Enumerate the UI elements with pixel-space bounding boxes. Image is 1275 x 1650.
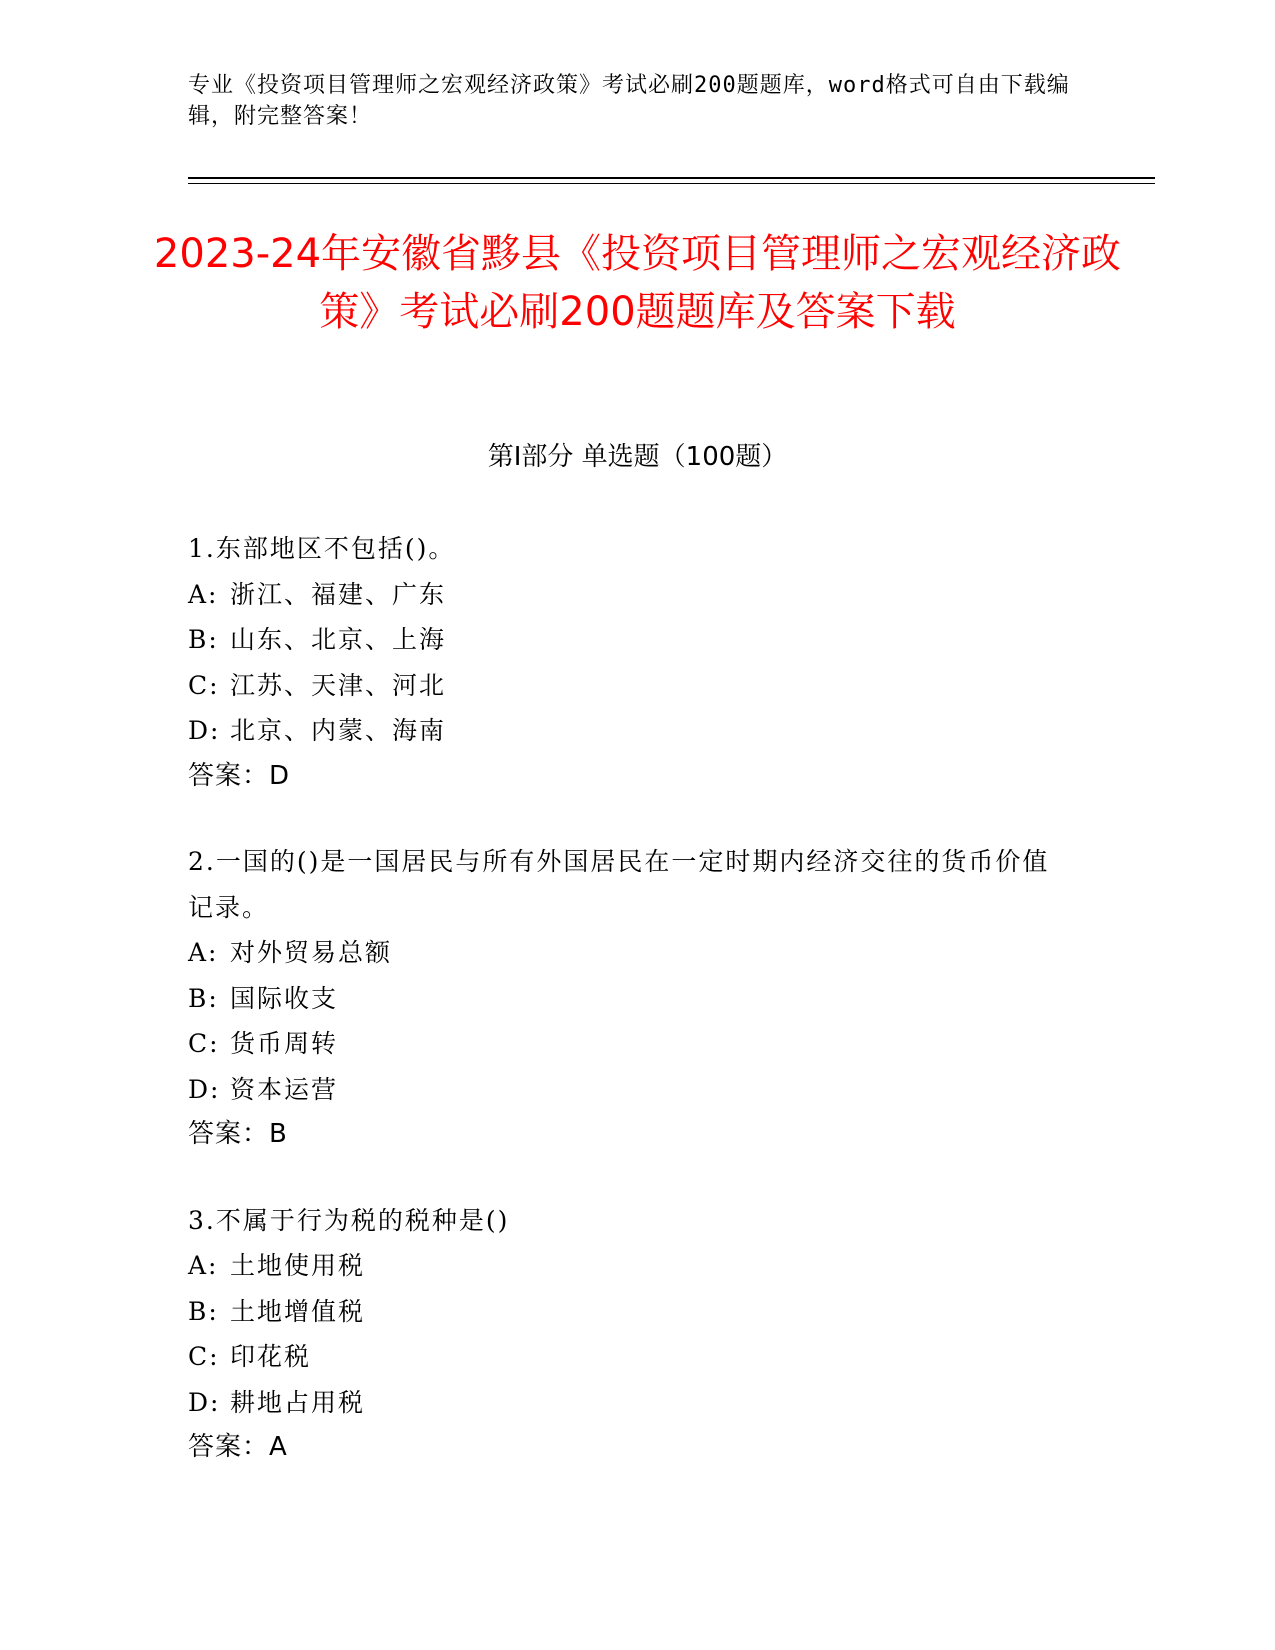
option-key: A: bbox=[188, 579, 219, 609]
option-text: 印花税 bbox=[230, 1342, 312, 1371]
option-text: 国际收支 bbox=[230, 983, 339, 1013]
question-1 bbox=[188, 526, 1068, 799]
option-key: C: bbox=[188, 1029, 220, 1058]
option-a bbox=[188, 930, 1068, 976]
option-text: 耕地占用税 bbox=[230, 1387, 366, 1417]
option-text: 资本运营 bbox=[230, 1074, 339, 1104]
option-text: 土地使用税 bbox=[230, 1251, 366, 1280]
option-text: 土地增值税 bbox=[230, 1296, 366, 1326]
option-text: 对外贸易总额 bbox=[230, 938, 393, 967]
answer-line: 答案：B bbox=[188, 1119, 288, 1149]
option-c bbox=[188, 1021, 1068, 1067]
question-3 bbox=[188, 1198, 1068, 1471]
option-b bbox=[188, 976, 1068, 1022]
option-key: C: bbox=[188, 1342, 220, 1371]
question-2 bbox=[188, 839, 1068, 1158]
option-b bbox=[188, 1289, 1068, 1335]
option-key: D: bbox=[188, 1074, 221, 1104]
header-divider-thin bbox=[188, 183, 1155, 184]
option-key: C: bbox=[188, 670, 220, 700]
option-key: B: bbox=[188, 1296, 219, 1326]
option-b bbox=[188, 617, 1068, 663]
option-c bbox=[188, 663, 1068, 709]
option-key: D: bbox=[188, 1387, 221, 1417]
option-d bbox=[188, 1380, 1068, 1426]
question-text: 2.一国的()是一国居民与所有外国居民在一定时期内经济交往的货币价值记录。 bbox=[188, 847, 1050, 922]
option-a bbox=[188, 572, 1068, 618]
option-d bbox=[188, 1067, 1068, 1113]
option-text: 江苏、天津、河北 bbox=[230, 670, 447, 700]
option-key: B: bbox=[188, 983, 219, 1013]
document-title: 2023-24年安徽省黟县《投资项目管理师之宏观经济政策》考试必刷200题题库及答案下载 bbox=[153, 231, 1122, 335]
option-key: A: bbox=[188, 938, 219, 967]
question-list bbox=[188, 526, 1068, 1511]
answer-line: 答案：D bbox=[188, 760, 291, 791]
option-a bbox=[188, 1243, 1068, 1289]
section-title: 第Ⅰ部分 单选题（100题） bbox=[487, 442, 788, 472]
header-divider-thick bbox=[188, 177, 1155, 179]
option-key: D: bbox=[188, 716, 221, 745]
option-key: B: bbox=[188, 625, 219, 654]
option-text: 浙江、福建、广东 bbox=[230, 579, 447, 609]
option-key: A: bbox=[188, 1251, 219, 1280]
header-note: 专业《投资项目管理师之宏观经济政策》考试必刷200题题库，word格式可自由下载编辑，附完整答案！ bbox=[188, 73, 1070, 129]
option-text: 北京、内蒙、海南 bbox=[230, 716, 447, 745]
option-text: 货币周转 bbox=[230, 1029, 339, 1058]
option-text: 山东、北京、上海 bbox=[230, 625, 447, 654]
answer-line: 答案：A bbox=[188, 1432, 288, 1462]
option-d bbox=[188, 708, 1068, 754]
question-text: 1.东部地区不包括()。 bbox=[188, 534, 456, 563]
question-text: 3.不属于行为税的税种是() bbox=[188, 1205, 510, 1235]
option-c bbox=[188, 1334, 1068, 1380]
